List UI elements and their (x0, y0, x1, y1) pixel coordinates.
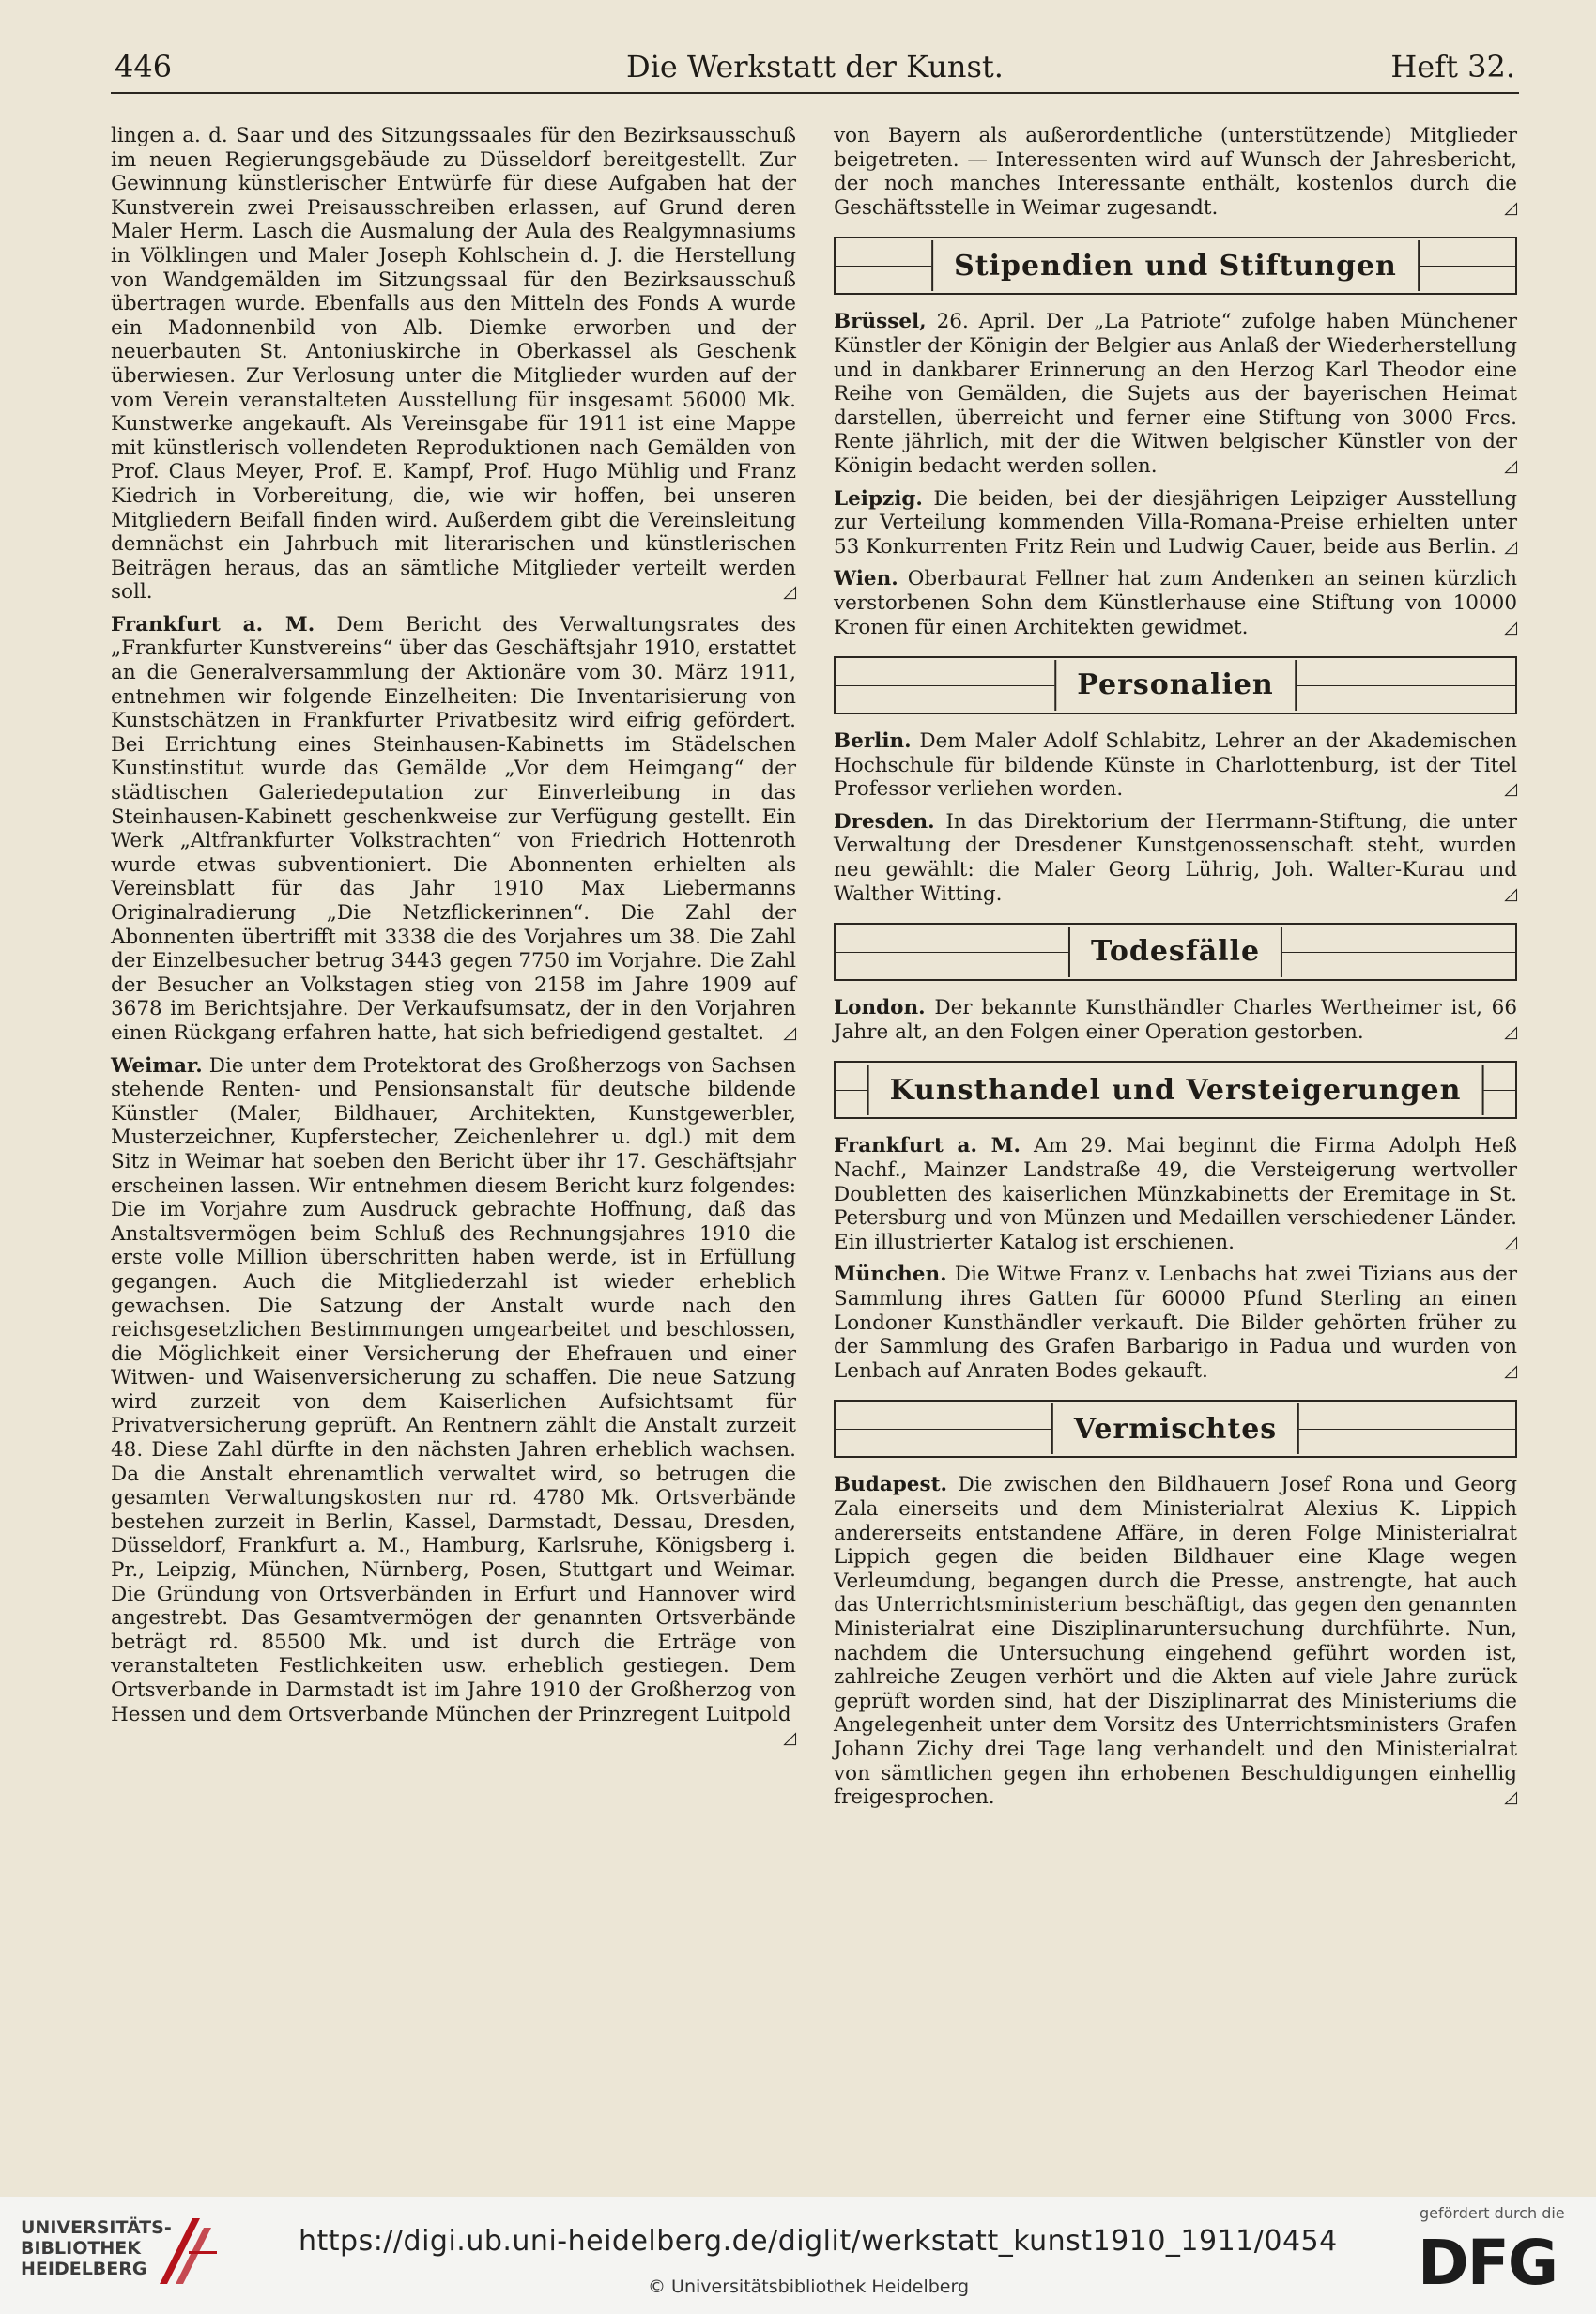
end-mark-icon: ◿ (783, 582, 796, 603)
end-mark-icon: ◿ (783, 1022, 796, 1043)
paragraph-text: von Bayern als außerordentliche (unterstützende) Mitglieder beigetreten. — Interessenten wird auf Wunsch der Jahresbericht, der noch manches Interessante enthält, kostenlos durch die Geschäftsstelle in Weimar zugesandt. (834, 124, 1517, 220)
paragraph-text: Die zwischen den Bildhauern Josef Rona und Georg Zala einerseits und dem Ministerialrat Alexius K. Lippich andererseits entstandene Affäre, in deren Folge Ministerialrat Lippich gegen die beiden Bildhauer eine Klage wegen Verleumdung, begangen durch die Presse, anstrengte, hat auch das Unterrichtsministerium beschäftigt, das gegen den genannten Ministerialrat eine Disziplinaruntersuchung durchführte. Nun, nachdem die Untersuchung eingehend geführt worden ist, zahlreiche Zeugen verhört und die Akten auf viele Jahre zurück geprüft worden sind, hat der Disziplinarrat des Ministeriums die Angelegenheit unter dem Vorsitz des Unterrichtsministers Grafen Johann Zichy drei Tage lang verhandelt und den Ministerialrat von sämtlichen gegen ihn erhobenen Beschuldigungen einhellig freigesprochen. (834, 1473, 1517, 1810)
section-frame-right-edge (1515, 658, 1517, 713)
section-title: Todesfälle (1068, 927, 1282, 977)
article-paragraph (834, 1473, 1517, 1809)
end-mark-icon: ◿ (1504, 1787, 1517, 1808)
paragraph-text: 26. April. Der „La Patriote“ zufolge haben Münchener Künstler der Königin der Belgier aus Anlaß der Wiederherstellung und in dankbarer Erinnerung an den Herzog Karl Theodor eine Reihe von Gemälden, die Sujets aus der bayerischen Heimat darstellen, überreicht und ferner eine Stiftung von 3000 Frcs. Rente jährlich, mit der die Witwen belgischer Künstler von der Königin bedacht werden sollen. (834, 310, 1517, 478)
end-mark-icon: ◿ (1504, 197, 1517, 218)
copyright-notice: © Universitätsbibliothek Heidelberg (648, 2276, 970, 2297)
section-title: Stipendien und Stiftungen (931, 240, 1420, 291)
section-heading-frame (834, 656, 1517, 714)
place-heading: Dresden. (834, 809, 935, 834)
paragraph-text: Dem Maler Adolf Schlabitz, Lehrer an der Akademischen Hochschule für bildende Künste in Charlottenburg, ist der Titel Professor verliehen worden. (834, 729, 1517, 802)
article-paragraph (834, 810, 1517, 906)
place-heading: Wien. (834, 567, 898, 591)
section-title: Personalien (1054, 660, 1297, 711)
place-heading: Frankfurt a. M. (111, 612, 315, 636)
section-title: Kunsthandel und Versteigerungen (867, 1065, 1484, 1115)
article-paragraph (834, 310, 1517, 478)
page-number: 446 (115, 49, 173, 84)
paragraph-text: Die beiden, bei der diesjährigen Leipziger Ausstellung zur Verteilung kommenden Villa-Romana-Preise erhielten unter 53 Konkurrenten Fritz Rein und Ludwig Cauer, beide aus Berlin. (834, 486, 1517, 559)
journal-title: Die Werkstatt der Kunst. (626, 49, 1004, 84)
article-paragraph (111, 1053, 796, 1749)
article-paragraph (834, 124, 1517, 220)
place-heading: Berlin. (834, 729, 912, 754)
article-paragraph (834, 487, 1517, 559)
dfg-logo: DFG (1418, 2227, 1558, 2299)
digitization-footer (0, 2197, 1596, 2314)
article-paragraph (834, 1134, 1517, 1254)
article-paragraph (834, 1263, 1517, 1383)
paragraph-text: Die unter dem Protektorat des Großherzogs von Sachsen stehende Renten- und Pensionsanstalt für deutsche bildende Künstler (Maler, Bildhauer, Architekten, Kunstgewerbler, Musterzeichner, Kupferstecher, Zeichenlehrer u. dgl.) mit dem Sitz in Weimar hat soeben den Bericht über ihr 17. Geschäftsjahr erscheinen lassen. Wir entnehmen diesem Bericht kurz folgendes: Die im Vorjahre zum Ausdruck gebrachte Hoffnung, daß das Anstaltsvermögen beim Schluß des Rechnungsjahres 1910 die erste volle Million überschritten haben werde, ist in Erfüllung gegangen. Auch die Mitgliederzahl ist wieder erheblich gewachsen. Die Satzung der Anstalt wurde nach den reichsgesetzlichen Bestimmungen umgearbeitet und beschlossen, die Möglichkeit einer Versicherung der Ehefrauen und einer Witwen- und Waisenversicherung zu schaffen. Die neue Satzung wird zurzeit von dem Kaiserlichen Aufsichtsamt für Privatversicherung geprüft. An Rentnern zählt die Anstalt zurzeit 48. Diese Zahl dürfte in den nächsten Jahren erheblich wachsen. Da die Anstalt ehrenamtlich verwaltet wird, so betrugen die gesamten Verwaltungskosten nur rd. 4780 Mk. Ortsverbände bestehen zurzeit in Berlin, Kassel, Darmstadt, Dessau, Dresden, Düsseldorf, Frankfurt a. M., Hamburg, Karlsruhe, Königsberg i. Pr., Leipzig, München, Nürnberg, Posen, Stuttgart und Weimar. Die Gründung von Ortsverbänden in Erfurt und Hannover wird angestrebt. Das Gesamtvermögen der genannten Ortsverbände beträgt rd. 85500 Mk. und ist durch die Erträge von veranstalteten Festlichkeiten usw. erheblich gestiegen. Dem Ortsverbande in Darmstadt ist im Jahre 1910 der Großherzog von Hessen und dem Ortsverbande München der Prinzregent Luitpold (111, 1053, 796, 1726)
section-frame-right-edge (1515, 238, 1517, 293)
section-frame-left-edge (834, 925, 836, 979)
permalink-url[interactable]: https://digi.ub.uni-heidelberg.de/diglit/werkstatt_kunst1910_1911/0454 (299, 2225, 1338, 2258)
paragraph-text: Die Witwe Franz v. Lenbachs hat zwei Tizians aus der Sammlung ihres Gatten für 60000 Pfund Sterling an einen Londoner Kunsthändler verkauft. Die Bilder gehörten früher zu der Sammlung des Grafen Barbarigo in Padua und wurden von Lenbach auf Anraten Bodes gekauft. (834, 1263, 1517, 1383)
end-mark-icon: ◿ (1504, 1360, 1517, 1381)
section-heading-frame (834, 1061, 1517, 1119)
place-heading: Frankfurt a. M. (834, 1134, 1021, 1158)
library-logo-text: UNIVERSITÄTS-BIBLIOTHEK HEIDELBERG (21, 2217, 172, 2279)
place-heading: Leipzig. (834, 486, 923, 511)
section-heading-frame (834, 237, 1517, 295)
section-frame-right-edge (1515, 1063, 1517, 1117)
funding-note: gefördert durch die (1420, 2204, 1565, 2222)
paragraph-text: Oberbaurat Fellner hat zum Andenken an seinen kürzlich verstorbenen Sohn dem Künstlerhause eine Stiftung von 10000 Kronen für einen Architekten gewidmet. (834, 567, 1518, 639)
paragraph-text: Der bekannte Kunsthändler Charles Wertheimer ist, 66 Jahre alt, an den Folgen einer Operation gestorben. (834, 996, 1517, 1044)
running-header (111, 45, 1519, 94)
issue-number: Heft 32. (1390, 49, 1515, 84)
article-paragraph (111, 613, 796, 1046)
library-logo-icon (155, 2214, 221, 2289)
paragraph-text: lingen a. d. Saar und des Sitzungssaales für den Bezirksausschuß im neuen Regierungsgebäude zu Düsseldorf bereitgestellt. Zur Gewinnung künstlerischer Entwürfe für diese Aufgaben hat der Kunstverein zwei Preisausschreiben erlassen, auf Grund deren Maler Herm. Lasch die Ausmalung der Aula des Realgymnasiums in Völklingen und Maler Joseph Kohlschein d. J. die Herstellung von Wandgemälden im Sitzungssaal für den Bezirksausschuß übertragen wurde. Ebenfalls aus den Mitteln des Fonds A wurde ein Madonnenbild von Alb. Diemke erworben und der neuerbauten St. Antoniuskirche in Oberkassel als Geschenk überwiesen. Zur Verlosung unter die Mitglieder wurden auf der vom Verein veranstalteten Ausstellung für insgesamt 56000 Mk. Kunstwerke angekauft. Als Vereinsgabe für 1911 ist eine Mappe mit künstlerisch vollendeten Reproduktionen nach Gemälden von Prof. Claus Meyer, Prof. E. Kampf, Prof. Hugo Mühlig und Franz Kiedrich in Vorbereitung, die, wie wir hoffen, bei unseren Mitgliedern Beifall finden wird. Außerdem gibt die Vereinsleitung demnächst ein Jahrbuch mit literarischen und künstlerischen Beiträgen heraus, das an sämtliche Mitglieder verteilt werden soll. (111, 124, 796, 605)
section-heading-frame (834, 923, 1517, 981)
end-mark-icon: ◿ (1504, 536, 1517, 557)
section-frame-right-edge (1515, 1402, 1517, 1456)
section-title: Vermischtes (1051, 1403, 1299, 1454)
end-mark-icon: ◿ (1504, 1232, 1517, 1252)
paragraph-text: Am 29. Mai beginnt die Firma Adolph Heß Nachf., Mainzer Landstraße 49, die Versteigerung wertvoller Doubletten des kaiserlichen Münzkabinetts der Eremitage in St. Petersburg und von Münzen und Medaillen verschiedener Länder. Ein illustrierter Katalog ist erschienen. (834, 1134, 1518, 1254)
section-frame-left-edge (834, 1402, 836, 1456)
end-mark-icon: ◿ (783, 1728, 796, 1749)
left-column (111, 124, 796, 1751)
article-paragraph (834, 729, 1517, 802)
article-paragraph (111, 124, 796, 605)
section-frame-left-edge (834, 1063, 836, 1117)
section-frame-left-edge (834, 658, 836, 713)
place-heading: Budapest. (834, 1473, 948, 1497)
article-paragraph (834, 567, 1517, 639)
section-heading-frame (834, 1400, 1517, 1458)
end-mark-icon: ◿ (1504, 455, 1517, 476)
right-column (834, 124, 1517, 1818)
end-mark-icon: ◿ (1504, 617, 1517, 637)
section-frame-left-edge (834, 238, 836, 293)
place-heading: Weimar. (111, 1053, 203, 1078)
article-paragraph (834, 996, 1517, 1044)
end-mark-icon: ◿ (1504, 883, 1517, 904)
place-heading: London. (834, 996, 926, 1020)
end-mark-icon: ◿ (1504, 779, 1517, 800)
end-mark-icon: ◿ (1504, 1021, 1517, 1042)
section-frame-right-edge (1515, 925, 1517, 979)
paragraph-text: Dem Bericht des Verwaltungsrates des „Frankfurter Kunstvereins“ über das Geschäftsjahr 1910, erstattet an die Generalversammlung der Aktionäre vom 30. März 1911, entnehmen wir folgende Einzelheiten: Die Inventarisierung von Kunstschätzen in Frankfurter Privatbesitz wird eifrig gefördert. Bei Errichtung eines Steinhausen-Kabinetts im Städelschen Kunstinstitut wurde das Gemälde „Vor dem Heimgang“ der städtischen Galeriedeputation zur Einverleibung in das Steinhausen-Kabinett geschenkweise zur Verfügung gestellt. Ein Werk „Altfrankfurter Volkstrachten“ von Friedrich Hottenroth wurde etwas subventioniert. Die Abonnenten erhielten als Vereinsblatt für das Jahr 1910 Max Liebermanns Originalradierung „Die Netzflickerinnen“. Die Zahl der Abonnenten übertrifft mit 3338 die des Vorjahres um 38. Die Zahl der Einzelbesucher betrug 3443 gegen 7750 im Vorjahre. Die Zahl der Besucher an Volkstagen stieg von 2158 im Jahre 1909 auf 3678 im Berichtsjahre. Der Verkaufsumsatz, der in den Vorjahren einen Rückgang erfahren hatte, hat sich befriedigend gestaltet. (111, 612, 796, 1045)
place-heading: Brüssel, (834, 310, 927, 334)
paragraph-text: In das Direktorium der Herrmann-Stiftung, die unter Verwaltung der Dresdener Kunstgenossenschaft steht, wurden neu gewählt: die Maler Georg Lührig, Joh. Walter-Kurau und Walther Witting. (834, 809, 1517, 906)
place-heading: München. (834, 1263, 947, 1287)
